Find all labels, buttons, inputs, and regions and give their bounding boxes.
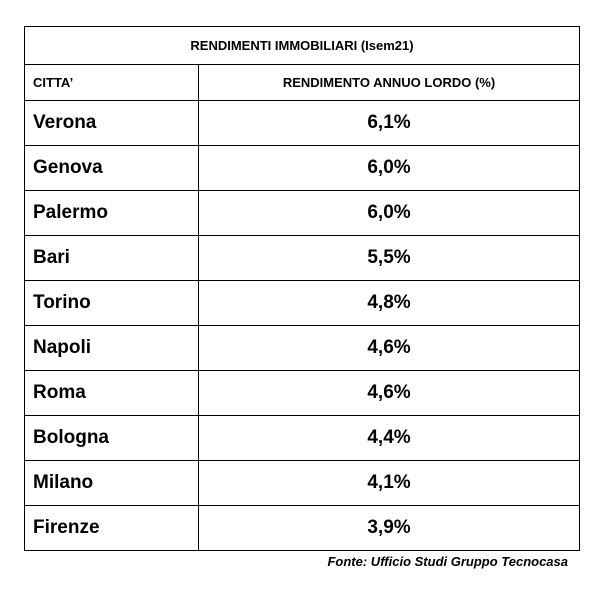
city-cell: Milano (25, 461, 199, 506)
yield-cell: 4,4% (199, 416, 580, 461)
table-body (25, 101, 580, 551)
city-cell: Bari (25, 236, 199, 281)
table-row (25, 101, 580, 146)
yield-cell: 3,9% (199, 506, 580, 551)
city-cell: Roma (25, 371, 199, 416)
table-row (25, 371, 580, 416)
city-cell: Palermo (25, 191, 199, 236)
yield-cell: 4,8% (199, 281, 580, 326)
yield-cell: 4,6% (199, 371, 580, 416)
city-cell: Bologna (25, 416, 199, 461)
column-header-yield: RENDIMENTO ANNUO LORDO (%) (199, 65, 580, 101)
yield-cell: 4,6% (199, 326, 580, 371)
yields-table (24, 26, 580, 551)
table-title: RENDIMENTI IMMOBILIARI (Isem21) (25, 27, 580, 65)
yield-cell: 6,0% (199, 146, 580, 191)
yield-cell: 4,1% (199, 461, 580, 506)
table-row (25, 236, 580, 281)
table-header-row (25, 65, 580, 101)
city-cell: Verona (25, 101, 199, 146)
table-row (25, 416, 580, 461)
city-cell: Firenze (25, 506, 199, 551)
table-title-row (25, 27, 580, 65)
yield-cell: 6,1% (199, 101, 580, 146)
table-row (25, 506, 580, 551)
yield-cell: 6,0% (199, 191, 580, 236)
column-header-city: CITTA’ (25, 65, 199, 101)
table-row (25, 146, 580, 191)
document (24, 26, 579, 551)
city-cell: Napoli (25, 326, 199, 371)
table-row (25, 281, 580, 326)
city-cell: Genova (25, 146, 199, 191)
yield-cell: 5,5% (199, 236, 580, 281)
source-note: Fonte: Ufficio Studi Gruppo Tecnocasa (327, 554, 568, 569)
city-cell: Torino (25, 281, 199, 326)
table-row (25, 326, 580, 371)
table-row (25, 191, 580, 236)
table-row (25, 461, 580, 506)
